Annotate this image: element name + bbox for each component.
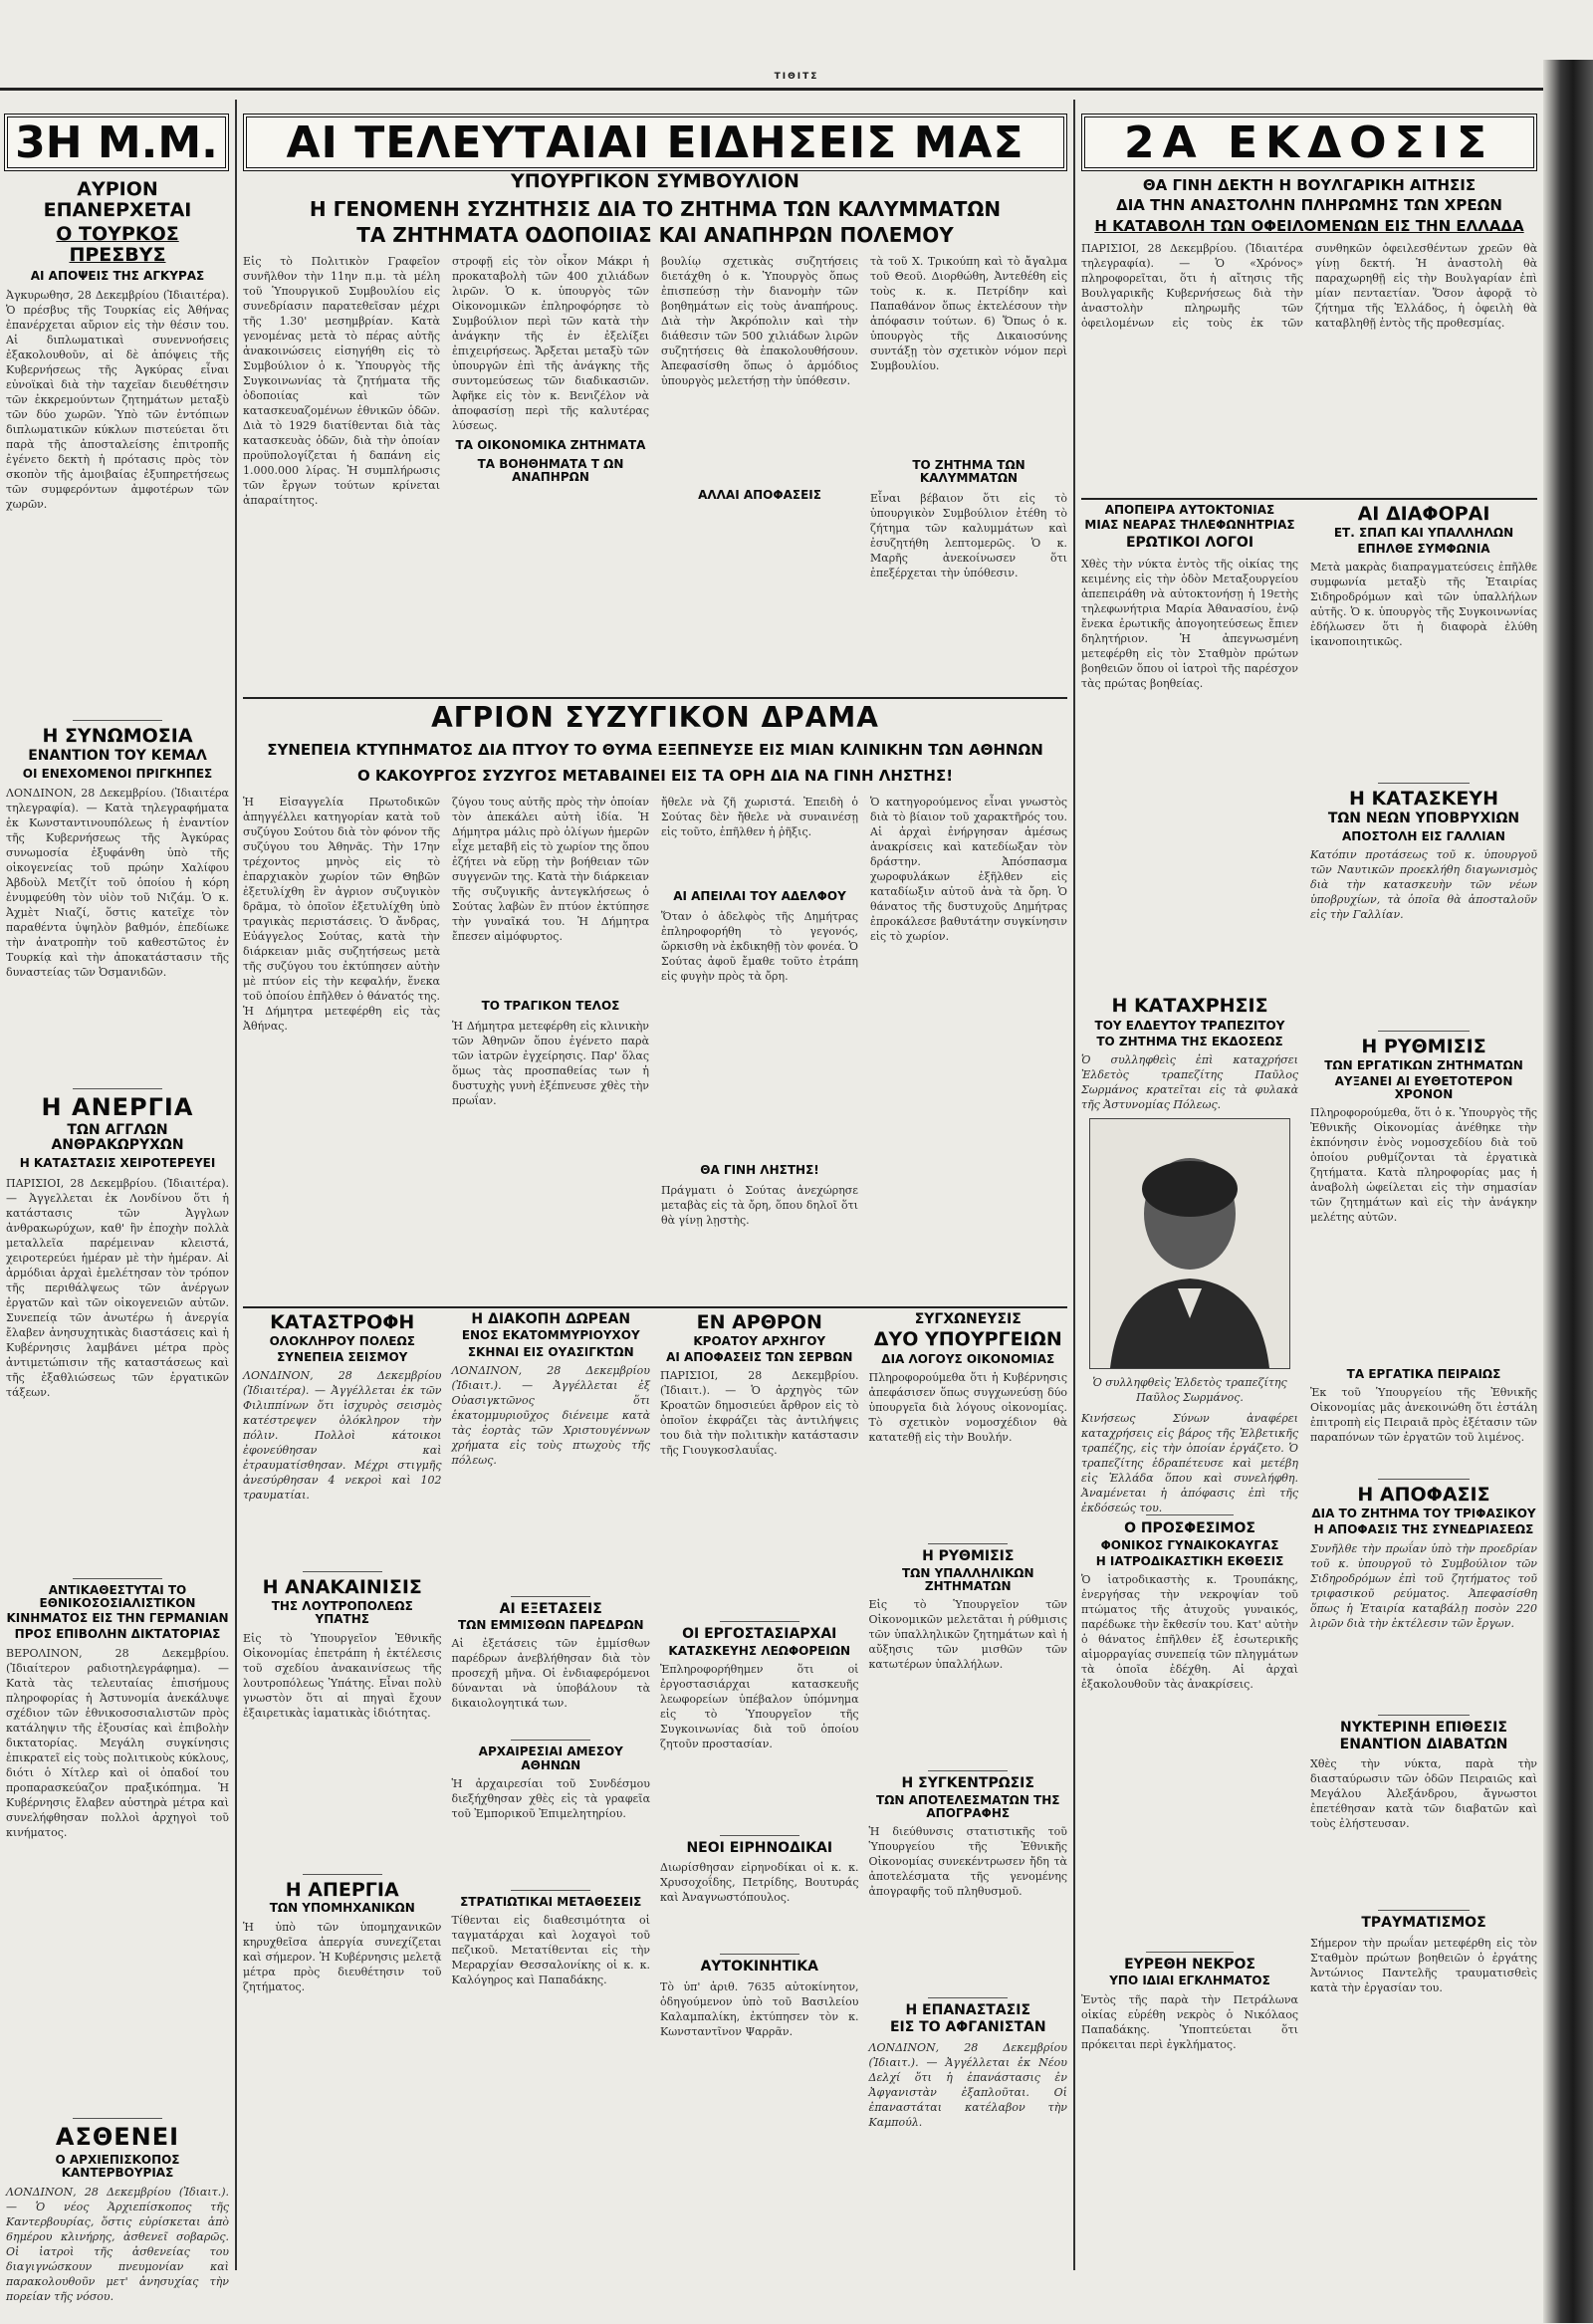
folio: ΤΙΘΙΤΣ xyxy=(774,72,819,82)
section-subhead: ΤΑ ΕΡΓΑΤΙΚΑ ΠΕΙΡΑΙΩΣ xyxy=(1346,1367,1501,1382)
portrait-image xyxy=(1090,1119,1289,1368)
article-subheadline: ΚΙΝΗΜΑΤΟΣ ΕΙΣ ΤΗΝ ΓΕΡΜΑΝΙΑΝ xyxy=(6,1610,229,1625)
article-body: Πράγματι ὁ Σούτας ἀνεχώρησε μεταβὰς εἰς τὰ ὄρη, ὅπου δηλοῖ ὅτι θὰ γίνῃ λῃστὴς. xyxy=(661,1184,858,1228)
left-news-column xyxy=(6,178,229,2304)
article-headline: ΑΡΧΑΙΡΕΣΙΑΙ ΑΜΕΣΟΥ ΑΘΗΝΩΝ xyxy=(478,1744,623,1772)
right-news-column xyxy=(1310,504,1537,2286)
article-headline: ΑΥΤΟΚΙΝΗΤΙΚΑ xyxy=(700,1959,818,1975)
divider xyxy=(73,1088,162,1089)
section-subhead: ΤΑ ΟΙΚΟΝΟΜΙΚΑ ΖΗΤΗΜΑΤΑ xyxy=(455,437,646,452)
article-subheadline: ΦΟΝΙΚΟΣ ΓΥΝΑΙΚΟΚΑΥΓΑΣ xyxy=(1100,1537,1279,1552)
article-subheadline: ΕΝΑΝΤΙΟΝ ΤΟΥ ΚΕΜΑΛ xyxy=(28,747,207,764)
divider xyxy=(73,1578,162,1579)
article-headline: Ο ΠΡΟΣΦΕΣΙΜΟΣ xyxy=(1124,1520,1255,1537)
divider xyxy=(1081,498,1537,500)
article-deck: ΟΙ ΕΝΕΧΟΜΕΝΟΙ ΠΡΙΓΚΗΠΕΣ xyxy=(22,767,213,782)
article-headline: ΝΕΟΙ ΕΙΡΗΝΟΔΙΚΑΙ xyxy=(686,1839,833,1856)
article-body: τὰ τοῦ Χ. Τρικούπη καὶ τὸ ἄγαλμα τοῦ Θεοῦ. Διορθώθη, Ἀντεθέθη εἰς τοὺς κ. κ. Πετρίδην καὶ Παπαθάνον ὅπως ἐκτελέσουν τὴν ἀπόφασιν τούτων. 6) Ὅπως ὁ κ. ὑπουργὸς τῆς Δικαιοσύνης συντάξῃ τὸν σχετικὸν νόμον περὶ Συμβουλίου. xyxy=(870,254,1067,372)
article-deck: ΑΠΟΣΤΟΛΗ ΕΙΣ ΓΑΛΛΙΑΝ xyxy=(1342,828,1505,843)
section-subhead: ΤΟ ΖΗΤΗΜΑ ΤΩΝ ΚΑΛΥΜΜΑΤΩΝ xyxy=(912,457,1025,486)
article-headline: Η ΑΝΑΚΑΙΝΙΣΙΣ xyxy=(262,1576,422,1599)
article-headline: ΑΠΟΠΕΙΡΑ ΑΥΤΟΚΤΟΝΙΑΣ xyxy=(1104,503,1275,517)
divider xyxy=(928,1997,1008,1998)
article-subheadline: ΔΥΟ ΥΠΟΥΡΓΕΙΩΝ xyxy=(873,1328,1062,1351)
article-deck: ΑΙ ΑΠΟΨΕΙΣ ΤΗΣ ΑΓΚΥΡΑΣ xyxy=(30,268,205,283)
article-subheadline: ΤΩΝ ΥΠΑΛΛΗΛΙΚΩΝ ΖΗΤΗΜΑΤΩΝ xyxy=(901,1565,1034,1594)
article-subheadline: ΕΙΣ ΤΟ ΑΦΓΑΝΙΣΤΑΝ xyxy=(889,2019,1046,2036)
article-body: ΒΕΡΟΛΙΝΟΝ, 28 Δεκεμβρίου. (Ἰδιαίτερον ραδιοτηλεγράφημα). — Κατὰ τὰς τελευταίας ἐπισήμους πληροφορίας ἡ Ἀστυνομία ἀνεκάλυψε σχέδιον τῶν ἐθνικοσοσιαλιστῶν πρὸς κατάληψιν τῆς ἐξουσίας καὶ ἐπιβολὴν δικτατορίας. Μεγάλη συγκίνησις ἐπικρατεῖ εἰς τοὺς πολιτικοὺς κύκλους, διότι ὁ Χίτλερ καὶ οἱ ὀπαδοί του προπαρασκεύαζον πραξικόπημα. Ἡ Κυβέρνησις ἔλαβεν αὐστηρὰ μέτρα καὶ συνελήφθησαν πολλοὶ ἀρχηγοὶ τοῦ κινήματος. xyxy=(6,1647,229,1840)
portrait-photo xyxy=(1089,1118,1290,1369)
article-deck: Η ΑΠΟΦΑΣΙΣ ΤΗΣ ΣΥΝΕΔΡΙΑΣΕΩΣ xyxy=(1313,1522,1534,1537)
edition-number-banner: 2Α ΕΚΔΟΣΙΣ xyxy=(1081,114,1537,171)
article-deck: Ο ΚΑΚΟΥΡΓΟΣ ΣΥΖΥΓΟΣ ΜΕΤΑΒΑΙΝΕΙ ΕΙΣ ΤΑ ΟΡΗ ΔΙΑ ΝΑ ΓΙΝΗ ΛΗΣΤΗΣ! xyxy=(356,767,954,786)
article-subheadline: ΚΡΟΑΤΟΥ ΑΡΧΗΓΟΥ xyxy=(693,1333,826,1348)
article-body: ΛΟΝΔΙΝΟΝ, 28 Δεκεμβρίου (Ἰδιαιτέρα). — Ἀγγέλλεται ἐκ τῶν Φιλιππίνων ὅτι ἰσχυρὸς σεισμὸς κατέστρεψεν ὁλόκληρον τὴν πόλιν. Πολλοὶ κάτοικοι ἐφονεύθησαν καὶ ἐτραυματίσθησαν. Μέχρι στιγμῆς ἀνεσύρθησαν 4 νεκροὶ καὶ 102 τραυματίαι. xyxy=(243,1369,442,1503)
article-deck: Η ΚΑΤΑΒΟΛΗ ΤΩΝ ΟΦΕΙΛΟΜΕΝΩΝ ΕΙΣ ΤΗΝ ΕΛΛΑΔΑ xyxy=(1094,217,1524,235)
article-body: Ἐπληροφορήθημεν ὅτι οἱ ἐργοστασιάρχαι κατασκευῆς λεωφορείων ὑπέβαλον ὑπόμνημα εἰς τὸ Ὑπουργεῖον τῆς Συγκοινωνίας διὰ τοῦ ὁποίου ζητοῦν προστασίαν. xyxy=(660,1662,859,1750)
divider xyxy=(1378,1479,1469,1480)
article-body: Εἰς τὸ Ὑπουργεῖον Ἐθνικῆς Οἰκονομίας ἐπετράπη ἡ ἐκτέλεσις τοῦ σχεδίου ἀνακαινίσεως τῆς λουτροπόλεως Ὑπάτης. Εἶναι πολὺ γνωστὸν ὅτι αἱ πηγαὶ ἔχουν ἐξαιρετικὰς ἰαματικὰς ἰδιότητας. xyxy=(243,1631,442,1720)
article-headline: ΑΓΡΙΟΝ ΣΥΖΥΓΙΚΟΝ ΔΡΑΜΑ xyxy=(431,701,879,734)
center-bottom-news xyxy=(243,1312,1067,2278)
article-germany xyxy=(6,1584,229,2115)
article-unemployment xyxy=(6,1094,229,1573)
cabinet-col-3 xyxy=(661,254,858,662)
article-subheadline: ΥΠΟ ΙΔΙΑΙ ΕΓΚΛΗΜΑΤΟΣ xyxy=(1109,1974,1270,1988)
article-headline: ΑΙ ΔΙΑΦΟΡΑΙ xyxy=(1357,503,1490,525)
article-headline: Η ΑΠΕΡΓΙΑ xyxy=(285,1878,399,1901)
article-deck: Η ΚΑΤΑΣΤΑΣΙΣ ΧΕΙΡΟΤΕΡΕΥΕΙ xyxy=(19,1156,216,1171)
article-headline: Η ΚΑΤΑΧΡΗΣΙΣ xyxy=(1111,995,1268,1017)
section-subhead: ΘΑ ΓΙΝΗ ΛΗΣΤΗΣ! xyxy=(700,1162,819,1177)
drama-col-2 xyxy=(452,795,649,1282)
article-headline: ΑΥΡΙΟΝ ΕΠΑΝΕΡΧΕΤΑΙ xyxy=(43,178,192,221)
article-headline: ΣΤΡΑΤΙΩΤΙΚΑΙ ΜΕΤΑΘΕΣΕΙΣ xyxy=(460,1894,642,1909)
cabinet-article xyxy=(243,171,1067,691)
article-headline: Η ΣΥΝΩΜΟΣΙΑ xyxy=(42,724,193,747)
article-intro: Ὁ συλληφθεὶς ἐπὶ καταχρήσει Ἐλδετὸς τραπεζίτης Παῦλος Σωρμάνος κρατεῖται εἰς τὰ φυλακὰ τῆς Ἀστυνομίας Πόλεως. xyxy=(1081,1053,1298,1112)
article-headline: ΕΥΡΕΘΗ ΝΕΚΡΟΣ xyxy=(1124,1957,1255,1973)
article-body: ΛΟΝΔΙΝΟΝ, 28 Δεκεμβρίου (Ἰδιαιτ.). — Ὁ νέος Ἀρχιεπίσκοπος τῆς Καντερβουρίας, ὅστις εὑρίσκεται ἀπὸ 6ημέρου κλινήρης, ἀσθενεῖ σοβαρῶς. Οἱ ἰατροὶ τῆς ἀσθενείας του διαγιγνώσκουν πνευμονίαν καὶ παρακολουθοῦν μετ' ἀνησυχίας τὴν πορείαν τῆς νόσου. xyxy=(6,2186,229,2304)
article-body: Τὸ ὑπ' ἀριθ. 7635 αὐτοκίνητον, ὁδηγούμενον ὑπὸ τοῦ Βασιλείου Καλαμπαλίκη, ἐκτύπησεν τὸν κ. Κωνσταντῖνον Ψαρρᾶν. xyxy=(660,1979,859,2038)
article-body: Ὁ ἰατροδικαστὴς κ. Τρουπάκης, ἐνεργήσας τὴν νεκροψίαν τοῦ πτώματος τῆς ἀτυχοῦς γυναικός, παρέδωκε τὴν ἔκθεσίν του. Κατ' αὐτὴν ὁ θάνατος ἐπῆλθεν ἐξ ἐσωτερικῆς αἱμορραγίας συνεπείᾳ τῶν πληγμάτων τὰ ὁποῖα ἐδέχθη. Αἱ ἀρχαὶ ἐξακολουθοῦν τὰς ἀνακρίσεις. xyxy=(1081,1573,1298,1692)
article-archbishop xyxy=(6,2124,229,2324)
article-subheadline: ΔΙΑ ΤΗΝ ΑΝΑΣΤΟΛΗΝ ΠΛΗΡΩΜΗΣ ΤΩΝ ΧΡΕΩΝ xyxy=(1116,195,1502,214)
article-body: Ἀγκυρωθησ, 28 Δεκεμβρίου (Ἰδιαιτέρα). Ὁ πρέσβυς τῆς Τουρκίας εἰς Ἀθήνας ἐπανέρχεται αὔριον εἰς τὴν θέσιν του. Αἱ διπλωματικαὶ συνεννοήσεις ἐξακολουθοῦν, αἱ δὲ ἀπόψεις τῆς Κυβερνήσεως τῆς Ἀγκύρας εἶναι εὐνοϊκαὶ διὰ τὴν ταχεῖαν διευθέτησιν τῶν ἐκκρεμούντων ζητημάτων μεταξὺ τῶν δύο χωρῶν. Ὑπὸ τῶν ἐντόπιων διπλωματικῶν κύκλων πιστεύεται ὅτι παρὰ τῆς ἀποσταλείσης ἐπιτροπῆς ἐγένετο δεκτὴ ἡ πρότασις πρὸς τὸν σκοπὸν τῆς ἀμοιβαίας ἐξυπηρετήσεως τῶν συμφερόντων ἀμφοτέρων τῶν χωρῶν. xyxy=(6,288,229,511)
article-headline: Η ΓΕΝΟΜΕΝΗ ΣΥΖΗΤΗΣΙΣ ΔΙΑ ΤΟ ΖΗΤΗΜΑ ΤΩΝ ΚΑΛΥΜΜΑΤΩΝ xyxy=(309,196,1002,221)
article-subheadline: ΤΟΥ ΕΛΔΕΥΤΟΥ ΤΡΑΠΕΖΙΤΟΥ xyxy=(1094,1018,1285,1033)
page-edge-shadow xyxy=(1543,60,1593,2323)
article-body: Πληροφορούμεθα, ὅτι ὁ κ. Ὑπουργὸς τῆς Ἐθνικῆς Οἰκονομίας ἀνέθηκε τὴν ἐκπόνησιν ἑνὸς νομοσχεδίου διὰ τοῦ ὁποίου ρυθμίζονται τὰ ἐργατικὰ ζητήματα. Κατὰ πληροφορίας μας ἡ ἀναβολὴ ὠφείλεται εἰς τὴν σημασίαν τῶν ζητημάτων καὶ εἰς τὴν ἀνάγκην μελέτης αὐτῶν. xyxy=(1310,1106,1537,1225)
article-headline: Η ΔΙΑΚΟΠΗ ΔΩΡΕΑΝ xyxy=(471,1311,631,1327)
article-body: ἤθελε νὰ ζῆ χωριστά. Ἐπειδὴ ὁ Σούτας δὲν ἤθελε νὰ συναινέσῃ εἰς τοῦτο, ἐπῆλθεν ἡ ῥῆξις. xyxy=(661,795,858,838)
article-subheadline: ΤΩΝ ΑΠΟΤΕΛΕΣΜΑΤΩΝ ΤΗΣ ΑΠΟΓΡΑΦΗΣ xyxy=(876,1792,1060,1820)
article-body: ΛΟΝΔΙΝΟΝ, 28 Δεκεμβρίου (Ἰδιαιτ.). — Ἀγγέλλεται ἐκ Νέου Δελχί ὅτι ἡ ἐπανάστασις ἐν Ἀφγανιστὰν ἐξαπλοῦται. Οἱ ἐπαναστάται κατέλαβον τὴν Καμπούλ. xyxy=(868,2040,1067,2129)
article-deck: ΤΟ ΖΗΤΗΜΑ ΤΗΣ ΕΚΔΟΣΕΩΣ xyxy=(1096,1035,1283,1049)
article-body: Συνῆλθε τὴν πρωΐαν ὑπὸ τὴν προεδρίαν τοῦ κ. ὑπουργοῦ τὸ Συμβούλιον τῶν Σιδηροδρόμων ἐπὶ τοῦ ζητήματος τοῦ τριφασικοῦ ρεύματος. Ἀπεφασίσθη ὅπως ἡ Ἑταιρία καταβάλῃ ποσὸν 220 λιρῶν διὰ τὴν ἐκτέλεσιν τῶν ἔργων. xyxy=(1310,1541,1537,1630)
article-body: Αἱ ἐξετάσεις τῶν ἐμμίσθων παρέδρων ἀνεβλήθησαν διὰ τὸν προσεχῆ μῆνα. Οἱ ἐνδιαφερόμενοι δύνανται νὰ ὑποβάλουν τὰ δικαιολογητικά των. xyxy=(451,1637,650,1711)
article-body: στροφῇ εἰς τὸν οἶκον Μάκρι ἡ προκαταβολὴ τῶν 400 χιλιάδων λιρῶν. Ὁ κ. ὑπουργὸς τῶν Οἰκονομικῶν ἐπληροφόρησε τὸ Συμβούλιον περὶ τῶν κατὰ τὴν ἀνάγκην τῆς ἐν ἐξελίξει ἐπιχειρήσεως. Ἄρξεται μεταξὺ τῶν ὑπουργῶν ἐπὶ τῆς ἀνάγκης τῆς συντομεύσεως τῶν διαδικασιῶν. Ἀφῆκε εἰς τὸν κ. Βενιζέλον νὰ ἀποφασίσῃ περὶ τῆς καλυτέρας λύσεως. xyxy=(452,254,649,432)
article-subheadline: ΕΤ. ΣΠΑΠ ΚΑΙ ΥΠΑΛΛΗΛΩΝ xyxy=(1333,525,1514,540)
article-subheadline: ΕΝΑΝΤΙΟΝ ΔΙΑΒΑΤΩΝ xyxy=(1339,1737,1508,1753)
divider xyxy=(928,1770,1008,1771)
right-col-upper-left xyxy=(1081,504,1298,992)
divider xyxy=(73,2118,162,2119)
article-headline: Η ΕΠΑΝΑΣΤΑΣΙΣ xyxy=(905,2002,1031,2018)
cabinet-col-1 xyxy=(243,254,440,662)
article-kicker: ΥΠΟΥΡΓΙΚΟΝ ΣΥΜΒΟΥΛΙΟΝ xyxy=(511,170,799,192)
article-body: Ἡ Εἰσαγγελία Πρωτοδικῶν ἀπηγγέλλει κατηγορίαν κατὰ τοῦ συζύγου Σούτου διὰ τὸν φόνον τῆς συζύγου του Ἀθηνᾶς. Τὴν 17ην τρέχοντος μηνὸς εἰς τὸ ἐπαρχιακὸν χωρίον τῶν Θηβῶν ἐξετυλίχθη ἓν ἀγριον συζυγικὸν δρᾶμα, τὸ ὁποῖον ἐξετυλίχθη ὑπὸ τραγικὰς περιστάσεις. Ὁ ἄνδρας, Εὐάγγελος Σούτας, κατὰ τὴν διάρκειαν μιᾶς συζητήσεως μετὰ τῆς συζύγου του ἐκτύπησεν αὐτὴν μὲ πτύον εἰς τὴν κεφαλήν, ἕνεκα τοῦ ὁποίου ἐπῆλθεν ὁ θάνατός της. Ἡ Δήμητρα μετεφέρθη εἰς τὰς Ἀθήνας. xyxy=(243,795,440,1033)
article-subheadline: ΚΑΤΑΣΚΕΥΗΣ ΛΕΩΦΟΡΕΙΩΝ xyxy=(668,1643,851,1658)
article-body: Ἡ διεύθυνσις στατιστικῆς τοῦ Ὑπουργείου τῆς Ἐθνικῆς Οἰκονομίας συνεκέντρωσεν ἤδη τὰ ἀποτελέσματα τῆς γενομένης ἀπογραφῆς τοῦ πληθυσμοῦ. xyxy=(868,1825,1067,1898)
section-title-banner: ΑΙ ΤΕΛΕΥΤΑΙΑΙ ΕΙΔΗΣΕΙΣ ΜΑΣ xyxy=(243,114,1067,171)
article-body: Μετὰ μακρὰς διαπραγματεύσεις ἐπῆλθε συμφωνία μεταξὺ τῆς Ἑταιρίας Σιδηροδρόμων καὶ τῶν ὑπαλλήλων αὐτῆς. Ὁ κ. ὑπουργὸς τῆς Συγκοινωνίας ἐδήλωσεν ὅτι ἡ διαφορὰ ἐλύθη ἱκανοποιητικῶς. xyxy=(1310,561,1537,649)
bulgaria-article xyxy=(1081,177,1537,496)
divider xyxy=(511,1740,590,1741)
article-body: ΛΟΝΔΙΝΟΝ, 28 Δεκεμβρίου (Ἰδιαιτ.). — Ἀγγέλλεται ἐξ Οὐασιγκτῶνος ὅτι ἑκατομμυριοῦχος διένειμε κατὰ τὰς ἑορτὰς τῶν Χριστουγέννων χρήματα εἰς τοὺς πτωχοὺς τῆς πόλεως. xyxy=(451,1363,650,1467)
article-turkish-ambassador xyxy=(6,179,229,716)
divider xyxy=(720,1835,799,1836)
divider xyxy=(1378,1031,1469,1032)
article-headline: Η ΡΥΘΜΙΣΙΣ xyxy=(1361,1035,1486,1057)
article-subheadline: ΤΗΣ ΛΟΥΤΡΟΠΟΛΕΩΣ ΥΠΑΤΗΣ xyxy=(271,1599,413,1627)
article-subheadline: ΤΩΝ ΕΡΓΑΤΙΚΩΝ ΖΗΤΗΜΑΤΩΝ xyxy=(1324,1057,1523,1072)
center-bottom-col-1 xyxy=(243,1312,442,2278)
center-bottom-col-2 xyxy=(452,1312,651,2278)
divider xyxy=(243,697,1067,699)
article-headline: Η ΣΥΓΚΕΝΤΡΩΣΙΣ xyxy=(901,1775,1034,1792)
drama-col-4 xyxy=(870,795,1067,1282)
article-body: ΠΑΡΙΣΙΟΙ, 28 Δεκεμβρίου. (Ἰδιαιτ.). — Ὁ ἀρχηγὸς τῶν Κροατῶν δημοσιεύει ἄρθρον εἰς τὸ ὁποῖον ἐκφράζει τὰς ἀντιλήψεις του διὰ τὴν πολιτικὴν κατάστασιν τῆς Γιουγκοσλαυΐας. xyxy=(660,1369,859,1458)
article-deck: ΕΡΩΤΙΚΟΙ ΛΟΓΟΙ xyxy=(1125,535,1254,552)
article-deck: ΑΥΞΑΝΕΙ ΑΙ ΕΥΘΕΤΟΤΕΡΟΝ ΧΡΟΝΟΝ xyxy=(1334,1073,1513,1101)
divider xyxy=(1378,1715,1469,1716)
article-body: Εἶναι βέβαιον ὅτι εἰς τὸ ὑπουργικὸν Συμβούλιον ἐτέθη τὸ ζήτημα τῶν καλυμμάτων καὶ ἐσυζητήθη λεπτομερῶς. Ὁ κ. Μαρῆς ἀνεκοίνωσεν ὅτι ἐπεξέρχεται τὴν ὑπόθεσιν. xyxy=(870,492,1067,581)
article-headline: Η ΡΥΘΜΙΣΙΣ xyxy=(922,1548,1015,1565)
article-headline: ΑΙ ΕΞΕΤΑΣΕΙΣ xyxy=(499,1600,602,1617)
article-body: ΛΟΝΔΙΝΟΝ, 28 Δεκεμβρίου. (Ἰδιαιτέρα τηλεγραφία). — Κατὰ τηλεγραφήματα ἐκ Κωνσταντινουπόλεως ἡ ἐναντίον τῆς Κυβερνήσεως τῆς Ἀγκύρας συνωμοσία ἐξυφάνθη ὑπὸ τῆς οἰκογενείας τοῦ πρώην Χαλίφου Ἀβδοὺλ Μετζίτ τοῦ ὁποίου ἡ κόρη ἐνυμφεύθη τὸν υἱὸν τοῦ Νιζάμ. Ὁ κ. Ἀχμὲτ Νιαζί, ὅστις κατεῖχε τὸν παραθέντα ὑψηλὸν βαθμόν, ἐπεδίωκε τὴν ἀνατροπὴν τοῦ καθεστῶτος ἐν Τουρκίᾳ καὶ τὴν ἀποκατάστασιν τῆς δυναστείας τῶν Ὀσμανιδῶν. xyxy=(6,787,229,980)
article-headline: ΑΝΤΙΚΑΘΕΣΤΥΤΑΙ ΤΟ ΕΘΝΙΚΟΣΟΣΙΑΛΙΣΤΙΚΟΝ xyxy=(39,1582,196,1610)
article-subheadline: ΔΙΑ ΤΟ ΖΗΤΗΜΑ ΤΟΥ ΤΡΙΦΑΣΙΚΟΥ xyxy=(1311,1507,1536,1521)
article-subheadline: ΤΩΝ ΑΓΓΛΩΝ ΑΝΘΡΑΚΩΡΥΧΩΝ xyxy=(51,1121,184,1153)
article-headline: Η ΑΠΟΦΑΣΙΣ xyxy=(1357,1484,1490,1507)
article-subheadline: Ο ΑΡΧΙΕΠΙΣΚΟΠΟΣ ΚΑΝΤΕΡΒΟΥΡΙΑΣ xyxy=(55,2152,180,2180)
column-rule xyxy=(235,100,237,2270)
section-subhead: ΑΙ ΑΠΕΙΛΑΙ ΤΟΥ ΑΔΕΛΦΟΥ xyxy=(673,888,846,903)
divider xyxy=(303,1571,382,1572)
divider xyxy=(511,1890,590,1891)
article-body: ζύγου τους αὐτῆς πρὸς τὴν ὁποίαν τὸν ἀπεκάλει αὐτὴ ἰδία. Ἡ Δήμητρα μάλις πρὸ ὀλίγων ἡμερῶν εἶχε μεταβῆ εἰς τὸ χωρίον της ὅπου ἐζήτει νὰ εὕρῃ τὴν βοήθειαν τῶν συγγενῶν της. Κατὰ τὴν διάρκειαν τῆς συζυγικῆς ἀντεγκλήσεως ὁ Σούτας λαβὼν ἓν πτύον ἐκτύπησε τὴν γυναῖκά του. Ἡ Δήμητρα ἔπεσεν αἱμόφυρτος. xyxy=(452,795,649,943)
divider xyxy=(720,1621,799,1622)
drama-col-1 xyxy=(243,795,440,1282)
article-headline: ΑΣΘΕΝΕΙ xyxy=(55,2123,180,2152)
divider xyxy=(303,1874,382,1875)
article-subheadline: ΤΩΝ ΝΕΩΝ ΥΠΟΒΡΥΧΙΩΝ xyxy=(1327,811,1520,827)
article-deck: ΕΠΗΛΘΕ ΣΥΜΦΩΝΙΑ xyxy=(1357,542,1490,557)
article-deck: ΑΙ ΑΠΟΦΑΣΕΙΣ ΤΩΝ ΣΕΡΒΩΝ xyxy=(666,1350,853,1365)
section-subhead: ΤΟ ΤΡΑΓΙΚΟΝ ΤΕΛΟΣ xyxy=(481,998,620,1013)
article-deck: ΠΡΟΣ ΕΠΙΒΟΛΗΝ ΔΙΚΤΑΤΟΡΙΑΣ xyxy=(14,1627,221,1642)
article-subheadline: Ο ΤΟΥΡΚΟΣ ΠΡΕΣΒΥΣ xyxy=(56,222,179,266)
article-body: Ἡ Δήμητρα μετεφέρθη εἰς κλινικὴν τῶν Ἀθηνῶν ὅπου ἐγένετο παρὰ τῶν ἰατρῶν ἐγχείρησις. Παρ' ὅλας ὅμως τὰς προσπαθείας των ἡ δυστυχὴς γυνὴ ἐξέπνευσε χθὲς τὴν πρωΐαν. xyxy=(452,1019,649,1107)
article-headline: ΤΡΑΥΜΑΤΙΣΜΟΣ xyxy=(1361,1915,1486,1932)
photo-caption: Ὁ συλληφθεὶς Ἐλδετὸς τραπεζίτης Παῦλος Σωρμάνος. xyxy=(1092,1376,1287,1405)
article-body: Χθὲς τὴν νύκτα ἐντὸς τῆς οἰκίας της κειμένης εἰς τὴν ὁδὸν Μεταξουργείου ἀπεπειράθη νὰ αὐτοκτονήσῃ ἡ 19ετὴς τηλεφωνήτρια Μαρία Ἀθανασίου, ἐνῷ ἔνεκα ἐρωτικῆς ἀπογοητεύσεως ἔπιεν δηλητήριον. Ἡ ἀπεγνωσμένη μετεφέρθη εἰς τὸν Σταθμὸν πρώτων βοηθειῶν ὅπου οἱ ἰατροὶ τῆς παρέσχον τὰς πρώτας βοηθείας. xyxy=(1081,557,1298,690)
article-body: ΠΑΡΙΣΙΟΙ, 28 Δεκεμβρίου. (Ἰδιαιτέρα). — Ἀγγελλεται ἐκ Λονδίνου ὅτι ἡ κατάστασις τῶν Ἀγγλων ἀνθρακωρύχων, καθ' ἣν ἐποχὴν πολλὰ μεταλλεῖα παρέμειναν κλειστά, χειροτερεύει ἡμέραν μὲ τὴν ἡμέραν. Αἱ ἀρμόδιαι ἀρχαὶ ἐμελέτησαν τὸν τρόπον τῆς περιθάλψεως τῶν ἀνέργων ἐργατῶν καὶ τῶν οἰκογενειῶν αὐτῶν. Συνεπείᾳ τῶν ἀνωτέρω ἡ ἀνεργία ἔλαβεν ἀνησυχητικὰς διαστάσεις καὶ ἡ Κυβέρνησις λαμβάνει μέτρα πρὸς ἀντιμετώπισιν τῆς καταστάσεως καὶ τῆς ἐξαθλιώσεως τῶν ἐργατικῶν τάξεων. xyxy=(6,1176,229,1399)
article-headline: Η ΚΑΤΑΣΚΕΥΗ xyxy=(1349,788,1498,811)
article-body: Πληροφορούμεθα ὅτι ἡ Κυβέρνησις ἀπεφάσισεν ὅπως συγχωνεύσῃ δύο ὑπουργεῖα διὰ λόγους οἰκονομίας. Τὸ σχετικὸν νομοσχέδιον θὰ κατατεθῇ εἰς τὴν Βουλήν. xyxy=(868,1371,1067,1445)
article-body: ΠΑΡΙΣΙΟΙ, 28 Δεκεμβρίου. (Ἰδιαιτέρα τηλεγραφία). — Ὁ «Χρόνος» πληροφορεῖται, ὅτι ἡ αἴτησις τῆς Βουλγαρικῆς Κυβερνήσεως διὰ τὴν ἀναστολὴν πληρωμῆς τῶν ὀφειλομένων εἰς τοὺς ἐκ τῶν συνθηκῶν ὀφειλεσθέντων χρεῶν θὰ γίνῃ δεκτή. Ἡ ἀναστολὴ θὰ παραχωρηθῇ εἰς τὴν Βουλγαρίαν ἐπὶ μίαν πενταετίαν. Ὅσον ἀφορᾷ τὸ ζήτημα τῆς Ἑλλάδος, ἡ ὀφειλὴ θὰ καταβληθῇ ἐντὸς τῆς προθεσμίας. xyxy=(1081,241,1537,330)
divider xyxy=(720,1954,799,1955)
article-body: Κινήσεως Σύνων ἀναφέρει καταχρήσεις εἰς βάρος τῆς Ἑλβετικῆς τραπέζης, εἰς τὴν ὁποίαν ἐργάζετο. Ὁ τραπεζίτης ἐδραπέτευσε καὶ μετέβη εἰς Ἑλλάδα ὅπου καὶ συνελήφθη. Ἀναμένεται ἡ ἀπόφασις ἐπὶ τῆς ἐκδόσεώς του. xyxy=(1081,1412,1298,1515)
article-subheadline: ΤΩΝ ΕΜΜΙΣΘΩΝ ΠΑΡΕΔΡΩΝ xyxy=(457,1618,644,1633)
article-body: Χθὲς τὴν νύκτα, παρὰ τὴν διασταύρωσιν τῶν ὁδῶν Πειραιῶς καὶ Μεγάλου Ἀλεξάνδρου, ἄγνωστοι ἐπετέθησαν κατὰ τῶν διαβατῶν καὶ τοὺς ἐλήστευσαν. xyxy=(1310,1757,1537,1831)
article-headline: Η ΑΝΕΡΓΙΑ xyxy=(41,1093,194,1122)
divider xyxy=(1146,1952,1233,1953)
edition-time-banner: 3Η Μ.Μ. xyxy=(4,114,229,171)
center-bottom-col-3 xyxy=(660,1312,859,2278)
divider xyxy=(1378,1910,1469,1911)
section-subhead: ΤΑ ΒΟΗΘΗΜΑΤΑ Τ ΩΝ ΑΝΑΠΗΡΩΝ xyxy=(477,457,624,485)
article-body: Ὅταν ὁ ἀδελφὸς τῆς Δημήτρας ἐπληροφορήθη τὸ γεγονός, ὥρκισθη νὰ ἐκδικηθῇ τὸν φονέα. Ὁ Σούτας ἀφοῦ ἔμαθε τοῦτο ἐτράπη εἰς φυγὴν πρὸς τὰ ὄρη. xyxy=(661,909,858,983)
article-body: Κατόπιν προτάσεως τοῦ κ. ὑπουργοῦ τῶν Ναυτικῶν προεκλήθη διαγωνισμὸς διὰ τὴν κατασκευὴν τῶν νέων ὑποβρυχίων, τὰ ὁποῖα θὰ ἀποσταλοῦν εἰς τὴν Γαλλίαν. xyxy=(1310,847,1537,921)
article-deck: Η ΙΑΤΡΟΔΙΚΑΣΤΙΚΗ ΕΚΘΕΣΙΣ xyxy=(1095,1553,1284,1568)
article-subheadline: ΣΥΝΕΠΕΙΑ ΚΤΥΠΗΜΑΤΟΣ ΔΙΑ ΠΤΥΟΥ ΤΟ ΘΥΜΑ ΕΞΕΠΝΕΥΣΕ ΕΙΣ ΜΙΑΝ ΚΛΙΝΙΚΗΝ ΤΩΝ ΑΘΗΝΩΝ xyxy=(267,740,1043,759)
right-col-lower-left xyxy=(1081,1948,1298,2276)
article-body: Εἰς τὸ Πολιτικὸν Γραφεῖον συνῆλθον τὴν 11ην π.μ. τὰ μέλη τοῦ Ὑπουργικοῦ Συμβουλίου εἰς συνεδρίασιν παρατεθεῖσαν μέχρι τῆς 1.30' μεσημβρίαν. Κατὰ γενομένας μετὰ τὸ πέρας αὐτῆς ἀνακοινώσεις εἰσηγήθη εἰς τὸ Συμβούλιον ὁ κ. Ὑπουργὸς τῆς Συγκοινωνίας τὰ ζητήματα τῆς ὁδοποιίας καὶ τῶν κατασκευαζομένων ἐθνικῶν ὁδῶν. Διὰ τὸ 1929 διατίθενται διὰ τὰς κατασκευὰς ὁδῶν, διὰ τὴν ὁποίαν προϋπολογίζεται ἡ δαπάνη εἰς 1.000.000 λίρας. Ἡ συμπλήρωσις τῶν ἔργων τούτων κρίνεται ἀπαραίτητος. xyxy=(243,254,440,507)
article-body: Ἡ ἀρχαιρεσίαι τοῦ Συνδέσμου διεξήχθησαν χθὲς εἰς τὰ γραφεῖα τοῦ Ἐμπορικοῦ Ἐπιμελητηρίου. xyxy=(451,1776,650,1820)
article-subheadline: ΤΑ ΖΗΤΗΜΑΤΑ ΟΔΟΠΟΙΙΑΣ ΚΑΙ ΑΝΑΠΗΡΩΝ ΠΟΛΕΜΟΥ xyxy=(356,222,954,247)
article-headline: ΕΝ ΑΡΘΡΟΝ xyxy=(696,1311,822,1333)
article-body: Ἐκ τοῦ Ὑπουργείου τῆς Ἐθνικῆς Οἰκονομίας μᾶς ἀνεκοινώθη ὅτι ἐστάλη ἐπιτροπὴ εἰς Πειραιᾶ πρὸς ἐξέτασιν τῶν παραπόνων τῶν ἐργατῶν τοῦ λιμένος. xyxy=(1310,1386,1537,1445)
article-body: Σήμερον τὴν πρωΐαν μετεφέρθη εἰς τὸν Σταθμὸν πρώτων βοηθειῶν ὁ ἐργάτης Ἀντώνιος Παντελῆς τραυματισθεὶς κατὰ τὴν ἐργασίαν του. xyxy=(1310,1936,1537,1994)
section-subhead: ΑΛΛΑΙ ΑΠΟΦΑΣΕΙΣ xyxy=(698,487,821,502)
article-subheadline: ΜΙΑΣ ΝΕΑΡΑΣ ΤΗΛΕΦΩΝΗΤΡΙΑΣ xyxy=(1084,518,1295,533)
divider xyxy=(73,720,162,721)
article-deck: ΣΚΗΝΑΙ ΕΙΣ ΟΥΑΣΙΓΚΤΩΝ xyxy=(467,1344,634,1359)
divider xyxy=(1378,783,1469,784)
article-subheadline: ΟΛΟΚΛΗΡΟΥ ΠΟΛΕΩΣ xyxy=(269,1333,415,1348)
article-headline: ΚΑΤΑΣΤΡΟΦΗ xyxy=(270,1311,415,1333)
article-body: Ἐντὸς τῆς παρὰ τὴν Πετράλωνα οἰκίας εὑρέθη νεκρὸς ὁ Νικόλαος Παπαδάκης. Ὑποπτεύεται ὅτι πρόκειται περὶ ἐγκλήματος. xyxy=(1081,1992,1298,2051)
divider xyxy=(928,1543,1008,1544)
article-body: Ἡ ὑπὸ τῶν ὑπομηχανικῶν κηρυχθεῖσα ἀπεργία συνεχίζεται καὶ σήμερον. Ἡ Κυβέρνησις μελετᾷ μέτρα πρὸς διευθέτησιν τοῦ ζητήματος. xyxy=(243,1920,442,1993)
cabinet-col-2 xyxy=(452,254,649,662)
article-body: Τίθενται εἰς διαθεσιμότητα οἱ ταγματάρχαι καὶ λοχαγοὶ τοῦ πεζικοῦ. Μετατίθενται εἰς τὴν Μεραρχίαν Θεσσαλονίκης οἱ κ. κ. Καλόγηρος καὶ Παπαδάκης. xyxy=(451,1913,650,1986)
article-body: Ὁ κατηγορούμενος εἶναι γνωστὸς διὰ τὸ βίαιον τοῦ χαρακτῆρός του. Αἱ ἀρχαὶ ἐνήργησαν ἀμέσως ἀνακρίσεις καὶ κατεδίωξαν τὸν δράστην. Ἀπόσπασμα χωροφυλάκων ἐξῆλθεν εἰς καταδίωξιν αὐτοῦ ἀνὰ τὰ ὄρη. Ὁ θάνατος τῆς δυστυχοῦς Δημήτρας ἐπροκάλεσε βαθυτάτην συγκίνησιν εἰς τὸ χωρίον. xyxy=(870,795,1067,943)
article-deck: ΣΥΝΕΠΕΙΑ ΣΕΙΣΜΟΥ xyxy=(277,1350,408,1365)
article-conspiracy xyxy=(6,726,229,1084)
article-body: βουλίῳ σχετικὰς συζητήσεις διετάχθη ὁ κ. Ὑπουργὸς ὅπως ἐπισπεύσῃ τὴν διανομὴν τῶν βοηθημάτων εἰς τοὺς ἀναπήρους. Διὰ τὴν Ἀκρόπολιν καὶ τὴν διάθεσιν τῶν 500 χιλιάδων λιρῶν συζητήσεις θὰ ἐπακολουθήσουν. Ἀπεφασίσθη ὅπως ὁ ἀρμόδιος ὑπουργὸς μελετήσῃ τὴν ὑπόθεσιν. xyxy=(661,254,858,387)
article-subheadline: ΤΩΝ ΥΠΟΜΗΧΑΝΙΚΩΝ xyxy=(269,1901,415,1916)
center-bottom-col-4 xyxy=(869,1312,1068,2278)
article-headline: ΘΑ ΓΙΝΗ ΔΕΚΤΗ Η ΒΟΥΛΓΑΡΙΚΗ ΑΙΤΗΣΙΣ xyxy=(1142,176,1477,194)
article-headline: ΟΙ ΕΡΓΟΣΤΑΣΙΑΡΧΑΙ xyxy=(682,1626,837,1643)
cabinet-col-4 xyxy=(870,254,1067,662)
divider xyxy=(243,1306,1067,1308)
article-headline: ΝΥΚΤΕΡΙΝΗ ΕΠΙΘΕΣΙΣ xyxy=(1340,1719,1507,1736)
article-headline: ΣΥΓΧΩΝΕΥΣΙΣ xyxy=(914,1311,1022,1327)
article-subheadline: ΕΝΟΣ ΕΚΑΤΟΜΜΥΡΙΟΥΧΟΥ xyxy=(461,1328,640,1343)
banker-article xyxy=(1081,996,1298,1942)
divider xyxy=(511,1596,590,1597)
drama-col-3 xyxy=(661,795,858,1282)
article-deck: ΔΙΑ ΛΟΓΟΥΣ ΟΙΚΟΝΟΜΙΑΣ xyxy=(881,1352,1055,1367)
article-body: Εἰς τὸ Ὑπουργεῖον τῶν Οἰκονομικῶν μελετᾶται ἡ ρύθμισις τῶν ὑπαλληλικῶν ζητημάτων καὶ ἡ αὔξησις τῶν μισθῶν τῶν κατωτέρων ὑπαλλήλων. xyxy=(868,1598,1067,1672)
article-body: Διωρίσθησαν εἰρηνοδίκαι οἱ κ. κ. Χρυσοχοΐδης, Πετρίδης, Βουτυράς καὶ Ἀναγνωστόπουλος. xyxy=(660,1861,859,1905)
top-rule xyxy=(0,88,1593,91)
